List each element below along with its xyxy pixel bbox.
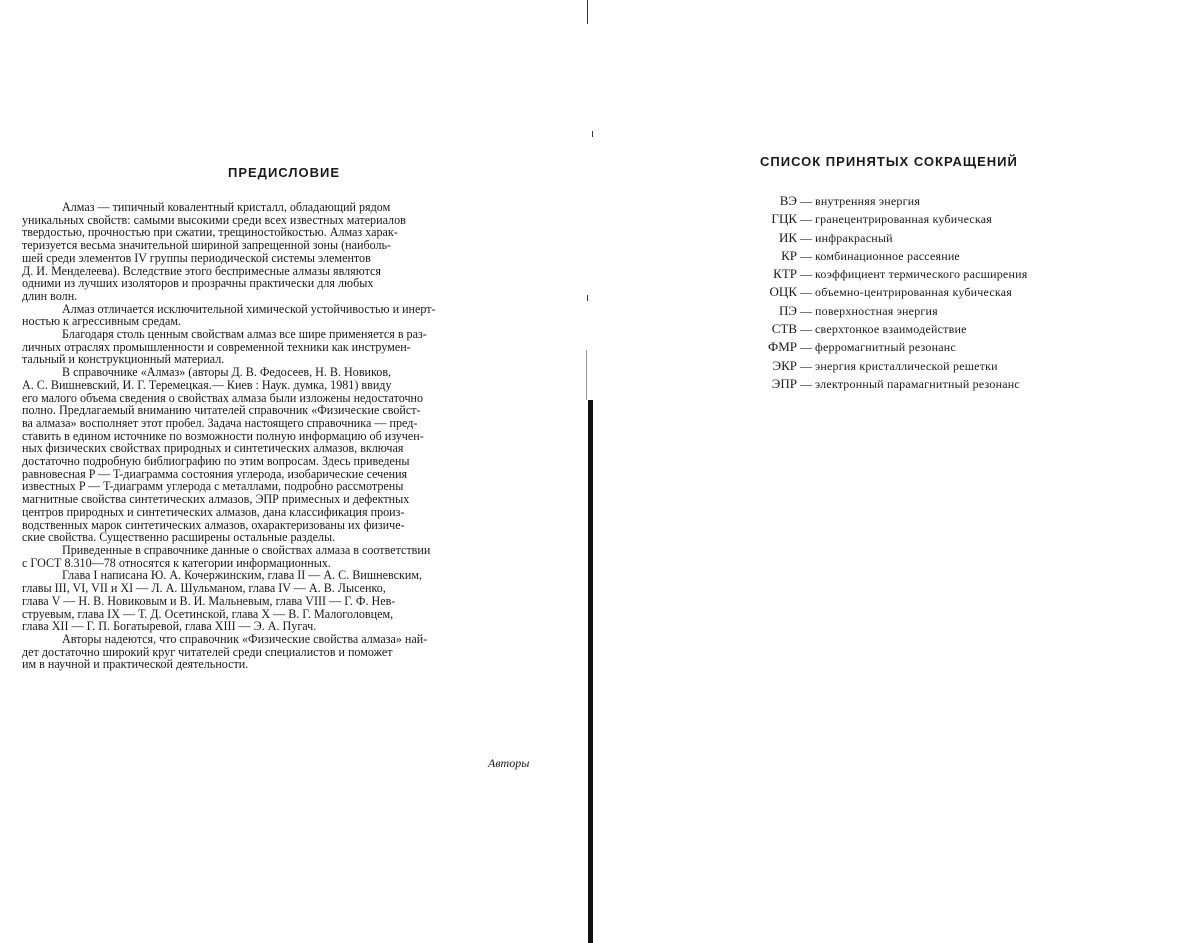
preface-line: глава V — Н. В. Новиковым и В. И. Мальневым, глава VIII — Г. Ф. Нев- (22, 593, 396, 608)
gutter-mark (586, 350, 587, 400)
preface-line: им в научной и практической деятельности. (22, 657, 249, 672)
preface-line: ностью к агрессивным средам. (22, 314, 182, 329)
abbreviation-item (730, 248, 1090, 266)
abbreviation-definition: сверхтонкое взаимодействие (815, 322, 967, 337)
abbreviation-definition: объемно-центрированная кубическая (815, 285, 1012, 300)
preface-line: равновесная P — T-диаграмма состояния углерода, изобарические сечения (22, 466, 408, 481)
preface-signature: Авторы (488, 756, 530, 770)
preface-line: Д. И. Менделеева). Вследствие этого беспримесные алмазы являются (22, 263, 381, 278)
preface-line: глава XII — Г. П. Богатыревой, глава XIII — Э. А. Пугач. (22, 619, 317, 634)
preface-line: ские свойства. Существенно расширены остальные разделы. (22, 530, 336, 545)
abbreviation-item (730, 358, 1090, 376)
abbreviation-code: ЭКР (772, 357, 797, 373)
abbreviation-dash: — (800, 230, 812, 245)
abbreviation-item (730, 211, 1090, 229)
abbreviation-code: ПЭ (779, 302, 797, 318)
abbreviation-definition: внутренняя энергия (815, 194, 921, 208)
preface-line: тальный и конструкционный материал. (22, 352, 225, 367)
preface-line: твердостью, прочностью при сжатии, трещиностойкостью. Алмаз харак- (22, 225, 398, 240)
abbreviation-code: ОЦК (769, 284, 797, 300)
abbreviation-code: КР (781, 247, 797, 263)
preface-line: его малого объема сведения о свойствах алмаза были изложены недостаточно (22, 390, 424, 405)
gutter-shadow (588, 400, 593, 943)
preface-line: с ГОСТ 8.310—78 относятся к категории информационных. (22, 555, 331, 570)
abbreviation-definition: ферромагнитный резонанс (815, 340, 956, 355)
abbreviation-item (730, 339, 1090, 357)
abbreviation-code: ИК (778, 229, 797, 245)
abbreviation-code: ВЭ (779, 193, 797, 208)
abbreviation-code: КТР (773, 266, 797, 282)
abbreviation-dash: — (800, 194, 812, 208)
preface-line: главы III, VI, VII и XI — Л. А. Шульманом, глава IV — А. В. Лысенко, (22, 581, 386, 596)
preface-line: известных P — T-диаграмм углерода с металлами, подробно рассмотрены (22, 479, 404, 494)
abbreviation-definition: коэффициент термического расширения (815, 267, 1028, 282)
preface-line: шей среди элементов IV группы периодической системы элементов (22, 250, 371, 265)
abbreviations-title: СПИСОК ПРИНЯТЫХ СОКРАЩЕНИЙ (760, 154, 1018, 169)
abbreviation-code: ГЦК (771, 211, 797, 227)
preface-line: Авторы надеются, что справочник «Физические свойства алмаза» най- (62, 631, 428, 646)
preface-line: водственных марок синтетических алмазов, охарактеризованы их физиче- (22, 517, 405, 532)
abbreviation-definition: поверхностная энергия (815, 303, 938, 318)
gutter-mark (592, 131, 593, 137)
abbreviation-dash: — (800, 340, 812, 355)
preface-title: ПРЕДИСЛОВИЕ (228, 165, 340, 180)
preface-line: ставить в едином источнике по возможности полную информацию об изучен- (22, 428, 424, 443)
preface-line: ных физических свойствах природных и синтетических алмазов, включая (22, 441, 404, 456)
abbreviation-code: ЭПР (771, 375, 797, 391)
abbreviation-code: СТВ (771, 321, 797, 337)
preface-line: А. С. Вишневский, И. Г. Теремецкая.— Киев : Наук. думка, 1981) ввиду (22, 377, 392, 392)
abbreviation-item (730, 230, 1090, 248)
abbreviation-dash: — (800, 376, 812, 391)
abbreviation-dash: — (800, 285, 812, 300)
preface-line: Алмаз — типичный ковалентный кристалл, обладающий рядом (62, 200, 391, 214)
preface-line: одними из лучших изоляторов и прозрачны практически для любых (22, 276, 374, 291)
abbreviation-code: ФМР (767, 339, 797, 355)
abbreviations-list (730, 193, 1090, 394)
abbreviation-dash: — (800, 212, 812, 227)
preface-line: теризуется весьма значительной шириной запрещенной зоны (наиболь- (22, 238, 392, 253)
abbreviation-item (730, 321, 1090, 339)
preface-line: магнитные свойства синтетических алмазов, ЭПР примесных и дефектных (22, 492, 410, 507)
preface-line: личных отраслях промышленности и современной техники как инструмен- (22, 339, 411, 354)
abbreviation-definition: инфракрасный (815, 230, 893, 245)
preface-line: Глава I написана Ю. А. Кочержинским, глава II — А. С. Вишневским, (62, 568, 423, 583)
preface-line: Приведенные в справочнике данные о свойствах алмаза в соответствии (62, 542, 431, 557)
abbreviation-item (730, 193, 1090, 211)
abbreviation-dash: — (800, 358, 812, 373)
abbreviation-item (730, 266, 1090, 284)
abbreviation-definition: электронный парамагнитный резонанс (815, 376, 1020, 391)
abbreviation-item (730, 376, 1090, 394)
preface-line: центров природных и синтетических алмазов, дана классификация произ- (22, 504, 405, 519)
abbreviation-dash: — (800, 322, 812, 337)
right-page (600, 0, 1200, 943)
gutter-mark (587, 295, 588, 301)
preface-line: длин волн. (22, 288, 78, 303)
abbreviation-dash: — (800, 303, 812, 318)
preface-line: Благодаря столь ценным свойствам алмаз все шире применяется в раз- (62, 327, 427, 342)
abbreviation-item (730, 284, 1090, 302)
abbreviation-definition: энергия кристаллической решетки (815, 358, 998, 373)
preface-line: В справочнике «Алмаз» (авторы Д. В. Федосеев, Н. В. Новиков, (62, 365, 392, 380)
left-page (0, 0, 585, 943)
preface-line: струевым, глава IX — Т. Д. Осетинской, глава X — В. Г. Малоголовцем, (22, 606, 394, 621)
book-gutter (580, 0, 600, 943)
abbreviation-definition: комбинационное рассеяние (815, 248, 960, 263)
abbreviation-dash: — (800, 267, 812, 282)
preface-line: ва алмаза» восполняет этот пробел. Задача настоящего справочника — пред- (22, 415, 418, 430)
abbreviation-dash: — (800, 248, 812, 263)
preface-line: уникальных свойств: самыми высокими среди всех известных материалов (22, 212, 406, 227)
abbreviation-item (730, 303, 1090, 321)
gutter-mark (587, 0, 588, 24)
preface-line: Алмаз отличается исключительной химической устойчивостью и инерт- (62, 301, 436, 316)
preface-line: дет достаточно широкий круг читателей среди специалистов и поможет (22, 644, 393, 659)
preface-line: полно. Предлагаемый вниманию читателей справочник «Физические свойст- (22, 403, 421, 418)
preface-line: достаточно подробную библиографию по этим вопросам. Здесь приведены (22, 454, 410, 469)
abbreviation-definition: гранецентрированная кубическая (815, 212, 993, 227)
preface-body (22, 200, 538, 672)
